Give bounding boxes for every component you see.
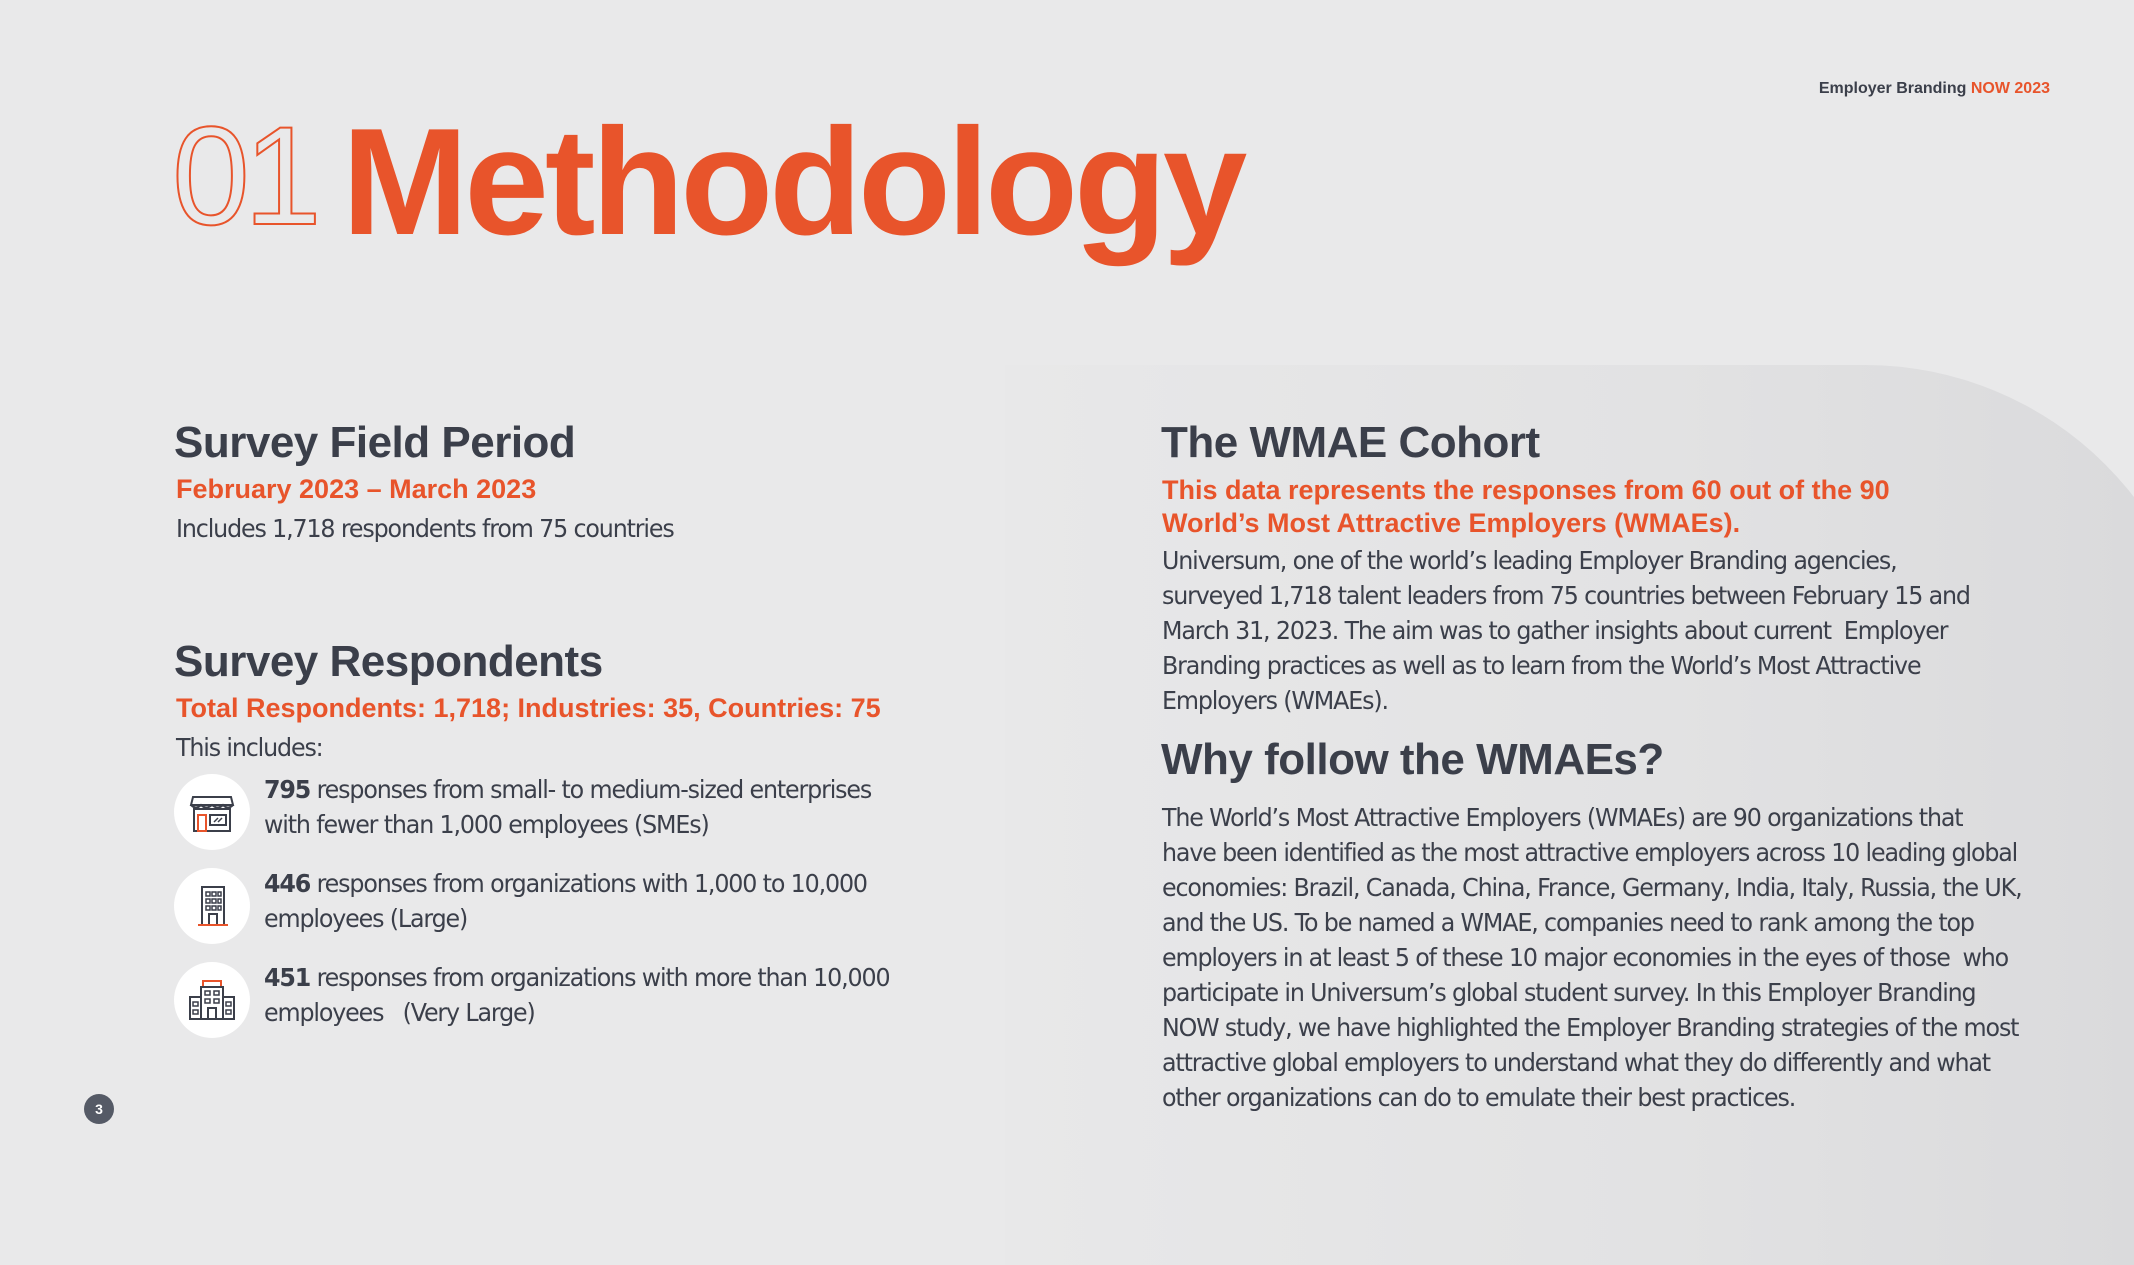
report-brand: Employer Branding xyxy=(1818,80,1967,97)
cohort-body: Universum, one of the world’s leading Employer Branding agencies, surveyed 1,718 talent leaders from 75 countries between February 15 and March 31, 2023. The aim was to gather insights about current Employer Branding practices as well as to learn from the World’s Most Attractive Employers (WMAEs). xyxy=(1162,546,1970,715)
respondent-group-large-text: 446 responses from organizations with 1,000 to 10,000 employees (Large) xyxy=(264,869,867,933)
respondent-count: 446 xyxy=(264,869,311,898)
storefront-icon xyxy=(174,774,250,850)
respondent-group-very-large xyxy=(174,962,934,1038)
respondents-intro: This includes: xyxy=(176,733,323,762)
office-building-icon xyxy=(174,868,250,944)
why-heading: Why follow the WMAEs? xyxy=(1161,735,1664,784)
respondents-heading: Survey Respondents xyxy=(174,637,603,686)
respondent-group-large xyxy=(174,868,934,944)
why-body: The World’s Most Attractive Employers (WMAEs) are 90 organizations that have been identified as the most attractive employers across 10 leading global economies: Brazil, Canada, China, France, Germany, India, Italy, Russia, the UK, and the US. To be named a WMAE, companies need to rank among the top employers in at least 5 of these 10 major economies in the eyes of those who participate in Universum’s global student survey. In this Employer Branding NOW study, we have highlighted the Employer Branding strategies of the most attractive global employers to understand what they do differently and what other organizations can do to emulate their best practices. xyxy=(1162,803,2022,1112)
chapter-title: Methodology xyxy=(341,97,1244,267)
corporate-campus-icon xyxy=(174,962,250,1038)
page-title xyxy=(172,97,1244,267)
respondent-group-sme-text: 795 responses from small- to medium-sized enterprises with fewer than 1,000 employees (SMEs) xyxy=(264,775,872,839)
cohort-highlight: This data represents the responses from 60 out of the 90 World’s Most Attractive Employers (WMAEs). xyxy=(1162,475,1890,538)
chapter-number: 01 xyxy=(172,97,316,254)
report-edition: NOW 2023 xyxy=(1970,80,2050,97)
report-tag xyxy=(1819,80,2050,98)
respondent-group-sme xyxy=(174,774,934,850)
field-period-note: Includes 1,718 respondents from 75 countries xyxy=(176,514,674,543)
respondent-count: 795 xyxy=(264,775,311,804)
respondent-group-very-large-text: 451 responses from organizations with more than 10,000 employees (Very Large) xyxy=(264,963,890,1027)
respondent-count: 451 xyxy=(264,963,311,992)
page-number-badge: 3 xyxy=(84,1094,114,1124)
field-period-heading: Survey Field Period xyxy=(174,418,576,467)
respondents-totals: Total Respondents: 1,718; Industries: 35, Countries: 75 xyxy=(176,693,881,723)
cohort-heading: The WMAE Cohort xyxy=(1161,418,1540,467)
field-period-dates: February 2023 – March 2023 xyxy=(176,474,537,504)
